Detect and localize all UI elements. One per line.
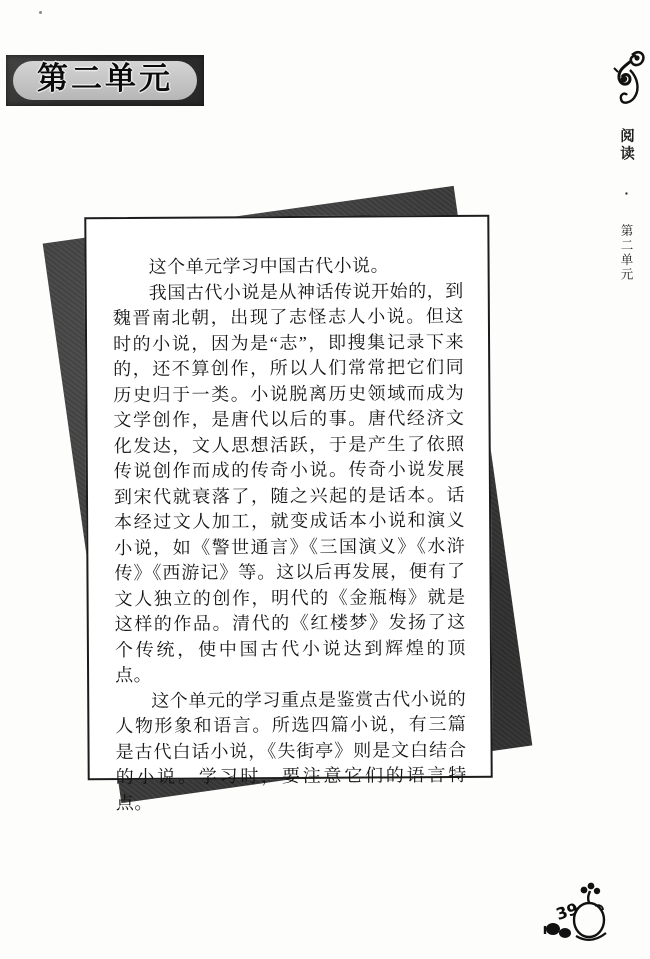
focus-paragraph: 这个单元的学习重点是鉴赏古代小说的人物形象和语言。所选四篇小说，有三篇是古代白话小说，《失街亭》则是文白结合的小说。学习时，要注意它们的语言特点。 <box>115 688 467 813</box>
scan-speck <box>39 11 42 14</box>
content-page <box>84 215 492 813</box>
unit-banner <box>6 55 204 106</box>
unit-banner-pill <box>13 61 197 100</box>
margin-label <box>616 128 637 282</box>
footer-ornament <box>543 882 621 948</box>
intro-paragraph: 这个单元学习中国古代小说。 <box>148 255 390 277</box>
margin-section-label: 阅读 <box>618 128 634 163</box>
content-text-block <box>113 253 467 816</box>
unit-title: 第二单元 <box>37 61 173 97</box>
history-paragraph: 我国古代小说是从神话传说开始的，到魏晋南北朝，出现了志怪志人小说。但这时的小说，因为是“志”，即搜集记录下来的，还不算创作，所以人们常常把它们同历史归于一类。小说脱离历史领域而成为文学创作，是唐代以后的事。唐代经济文化发达，文人思想活跃，于是产生了依照传说创作而成的传奇小说。传奇小说发展到宋代就衰落了，随之兴起的是话本。话本经过文人加工，就变成话本小说和演义小说，如《警世通言》《三国演义》《水浒传》《西游记》等。这以后再发展，便有了文人独立的创作，明代的《金瓶梅》就是这样的作品。清代的《红楼梦》发扬了这个传统，使中国古代小说达到辉煌的顶点。 <box>112 280 466 686</box>
margin-separator-dot: · <box>620 187 633 200</box>
doodle-page-number-icon <box>543 882 621 948</box>
calligraphic-flourish-icon <box>612 48 646 115</box>
right-margin-column <box>602 0 650 300</box>
page-number: 39 <box>553 899 581 924</box>
margin-unit-label: 第二单元 <box>619 224 634 282</box>
